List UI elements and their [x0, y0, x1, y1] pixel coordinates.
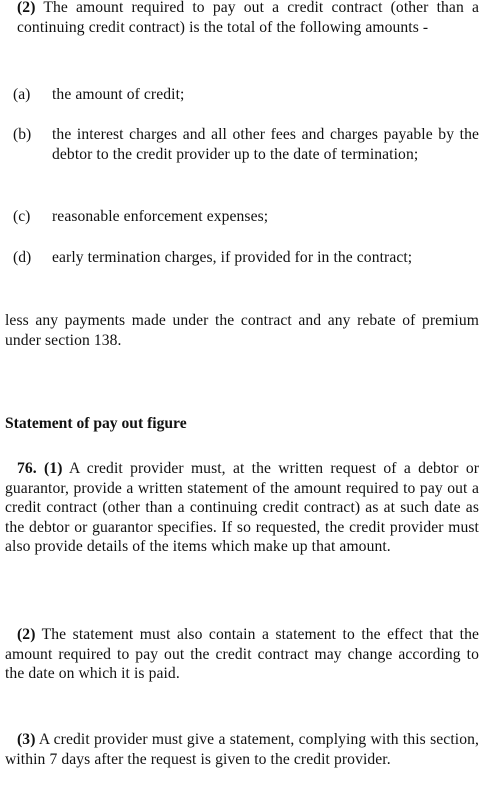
- list-item-label: (a): [13, 86, 31, 103]
- tail-paragraph-wrap: [5, 311, 479, 350]
- section-76-3-paragraph: [5, 730, 479, 769]
- subsection-number: (2): [17, 626, 36, 643]
- section-text: A credit provider must, at the written request of a debtor or guarantor, provide a written statement of the amount required to pay out a credit contract (other than a continuing credit contract) as at such date as the debtor or guarantor specifies. If so requested, the credit provider must also provide details of the items which make up that amount.: [5, 460, 480, 555]
- subsection-2-paragraph: [5, 0, 479, 37]
- subsection-2: [5, 0, 479, 37]
- section-76-2-paragraph: [5, 625, 479, 684]
- list-item-c: [5, 207, 479, 227]
- tail-paragraph: less any payments made under the contract and any rebate of premium under section 138.: [5, 312, 479, 349]
- section-76-3: [5, 730, 479, 769]
- section-76-2: [5, 625, 479, 684]
- subsection-number: (2): [17, 0, 36, 16]
- section-76-1-paragraph: [5, 459, 479, 557]
- subsection-text: The statement must also contain a statement to the effect that the amount required to pay out the credit contract may change according to the date on which it is paid.: [5, 626, 479, 682]
- list-item-d: [5, 248, 479, 268]
- list-item-text: the interest charges and all other fees and charges payable by the debtor to the credit provider up to the date of termination;: [52, 126, 479, 163]
- list-item-label: (d): [13, 249, 32, 266]
- subsection-text: A credit provider must give a statement, complying with this section, within 7 days after the request is given to the credit provider.: [5, 731, 479, 768]
- section-76-1: [5, 459, 479, 557]
- list-item-text: reasonable enforcement expenses;: [52, 208, 269, 225]
- section-heading: Statement of pay out figure: [5, 415, 187, 432]
- list-item-label: (b): [13, 126, 32, 143]
- list-item-text: early termination charges, if provided for in the contract;: [52, 249, 413, 266]
- section-number: 76. (1): [17, 460, 63, 477]
- subsection-number: (3): [17, 731, 36, 748]
- list-item-text: the amount of credit;: [52, 86, 185, 103]
- list-item-b: [5, 125, 479, 164]
- list-item-a: [5, 85, 479, 105]
- list-item-label: (c): [13, 208, 31, 225]
- subsection-text: The amount required to pay out a credit contract (other than a continuing credit contract) is the total of the following amounts -: [17, 0, 479, 36]
